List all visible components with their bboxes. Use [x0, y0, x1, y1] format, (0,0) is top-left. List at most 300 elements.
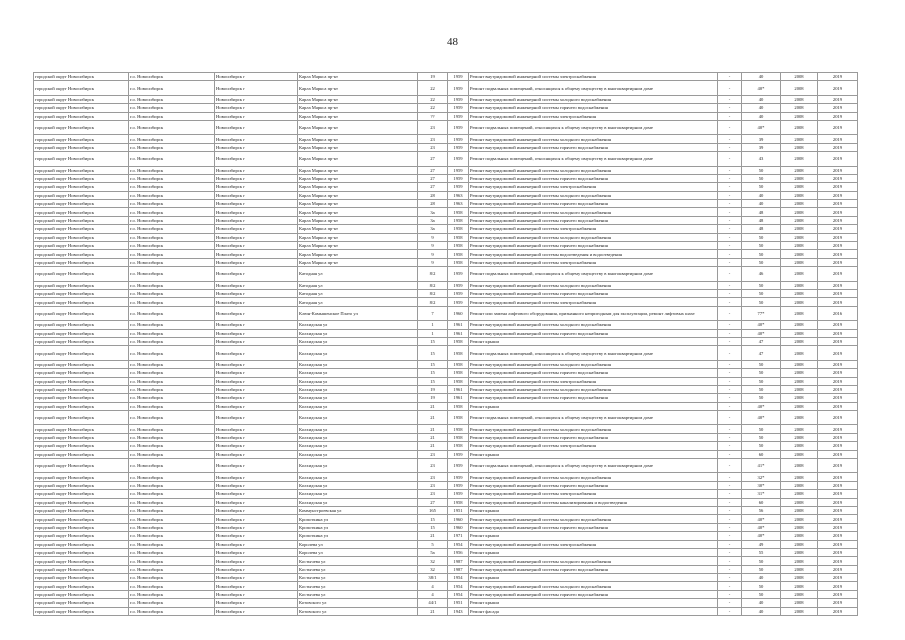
value-cell: 43	[742, 152, 781, 166]
dash-cell: -	[718, 459, 742, 473]
district-cell: городской округ Новосибирск	[34, 473, 129, 481]
district-cell: городской округ Новосибирск	[34, 135, 129, 143]
district-cell: городской округ Новосибирск	[34, 329, 129, 337]
dash-cell: -	[718, 267, 742, 281]
start-year-cell: 2008	[781, 143, 818, 151]
settlement-cell: Новосибирск г	[215, 515, 298, 523]
value-cell: 50	[742, 183, 781, 191]
end-year-cell: 2019	[818, 208, 858, 216]
start-year-cell: 2008	[781, 298, 818, 306]
dash-cell: -	[718, 321, 742, 329]
district-cell: городской округ Новосибирск	[34, 216, 129, 224]
house-number-cell: 8/2	[418, 298, 448, 306]
end-year-cell: 2019	[818, 81, 858, 95]
table-row	[34, 582, 858, 590]
city-cell: г.о. Новосибирск	[129, 473, 215, 481]
city-cell: г.о. Новосибирск	[129, 95, 215, 103]
start-year-cell: 2008	[781, 250, 818, 258]
house-number-cell: 4	[418, 582, 448, 590]
end-year-cell: 2019	[818, 360, 858, 368]
value-cell: 40*	[742, 329, 781, 337]
end-year-cell: 2019	[818, 506, 858, 514]
city-cell: г.о. Новосибирск	[129, 321, 215, 329]
value-cell: 50	[742, 442, 781, 450]
house-number-cell: ??	[418, 112, 448, 120]
street-cell: Карла Маркса пр-кт	[298, 216, 418, 224]
work-type-cell: Ремонт внутридомовой инженерной системы холодного водоснабжения	[469, 360, 718, 368]
district-cell: городской округ Новосибирск	[34, 506, 129, 514]
dash-cell: -	[718, 369, 742, 377]
settlement-cell: Новосибирск г	[215, 81, 298, 95]
dash-cell: -	[718, 73, 742, 81]
settlement-cell: Новосибирск г	[215, 425, 298, 433]
build-year-cell: 1959	[448, 120, 469, 134]
dash-cell: -	[718, 112, 742, 120]
work-type-cell: Ремонт внутридомовой инженерной системы холодного водоснабжения	[469, 281, 718, 289]
dash-cell: -	[718, 250, 742, 258]
city-cell: г.о. Новосибирск	[129, 450, 215, 458]
street-cell: Королева ул	[298, 548, 418, 556]
table-row	[34, 135, 858, 143]
value-cell: 50	[742, 582, 781, 590]
end-year-cell: 2019	[818, 481, 858, 489]
end-year-cell: 2019	[818, 548, 858, 556]
end-year-cell: 2019	[818, 385, 858, 393]
overhaul-table-container	[33, 72, 857, 616]
house-number-cell: 9	[418, 258, 448, 266]
value-cell: 40	[742, 95, 781, 103]
table-body	[34, 73, 858, 616]
table-row	[34, 574, 858, 582]
work-type-cell: Ремонт внутридомовой инженерной системы электроснабжения	[469, 490, 718, 498]
street-cell: Катодная ул	[298, 298, 418, 306]
city-cell: г.о. Новосибирск	[129, 233, 215, 241]
work-type-cell: Ремонт внутридомовой инженерной системы горячего водоснабжения	[469, 289, 718, 297]
dash-cell: -	[718, 402, 742, 410]
start-year-cell: 2008	[781, 459, 818, 473]
work-type-cell: Ремонт подвальных помещений, относящихся к общему имуществу в многоквартирном доме	[469, 346, 718, 360]
end-year-cell: 2019	[818, 565, 858, 573]
dash-cell: -	[718, 411, 742, 425]
dash-cell: -	[718, 306, 742, 320]
value-cell: 40*	[742, 532, 781, 540]
dash-cell: -	[718, 473, 742, 481]
start-year-cell: 2008	[781, 394, 818, 402]
city-cell: г.о. Новосибирск	[129, 81, 215, 95]
street-cell: Котовского ул	[298, 599, 418, 607]
end-year-cell: 2019	[818, 394, 858, 402]
start-year-cell: 2008	[781, 582, 818, 590]
table-row	[34, 490, 858, 498]
dash-cell: -	[718, 174, 742, 182]
dash-cell: -	[718, 242, 742, 250]
settlement-cell: Новосибирск г	[215, 216, 298, 224]
work-type-cell: Ремонт крыши	[469, 506, 718, 514]
street-cell: Колхидская ул	[298, 346, 418, 360]
start-year-cell: 2008	[781, 81, 818, 95]
end-year-cell: 2019	[818, 143, 858, 151]
dash-cell: -	[718, 442, 742, 450]
city-cell: г.о. Новосибирск	[129, 242, 215, 250]
settlement-cell: Новосибирск г	[215, 183, 298, 191]
settlement-cell: Новосибирск г	[215, 200, 298, 208]
work-type-cell: Ремонт фасада	[469, 607, 718, 615]
build-year-cell: 1958	[448, 208, 469, 216]
value-cell: 50	[742, 433, 781, 441]
settlement-cell: Новосибирск г	[215, 298, 298, 306]
settlement-cell: Новосибирск г	[215, 490, 298, 498]
settlement-cell: Новосибирск г	[215, 450, 298, 458]
build-year-cell: 1958	[448, 360, 469, 368]
settlement-cell: Новосибирск г	[215, 599, 298, 607]
dash-cell: -	[718, 607, 742, 615]
start-year-cell: 2008	[781, 377, 818, 385]
value-cell: 40*	[742, 81, 781, 95]
work-type-cell: Ремонт внутридомовой инженерной системы холодного водоснабжения	[469, 321, 718, 329]
street-cell: Кропоткина ул	[298, 515, 418, 523]
table-row	[34, 557, 858, 565]
work-type-cell: Ремонт внутридомовой инженерной системы холодного водоснабжения	[469, 191, 718, 199]
value-cell: 39	[742, 135, 781, 143]
dash-cell: -	[718, 490, 742, 498]
build-year-cell: 1959	[448, 281, 469, 289]
city-cell: г.о. Новосибирск	[129, 225, 215, 233]
build-year-cell: 1958	[448, 377, 469, 385]
settlement-cell: Новосибирск г	[215, 548, 298, 556]
settlement-cell: Новосибирск г	[215, 540, 298, 548]
table-row	[34, 506, 858, 514]
start-year-cell: 2008	[781, 135, 818, 143]
house-number-cell: 27	[418, 183, 448, 191]
city-cell: г.о. Новосибирск	[129, 360, 215, 368]
district-cell: городской округ Новосибирск	[34, 599, 129, 607]
table-row	[34, 473, 858, 481]
start-year-cell: 2008	[781, 385, 818, 393]
street-cell: Карла Маркса пр-кт	[298, 208, 418, 216]
start-year-cell: 2008	[781, 548, 818, 556]
table-row	[34, 377, 858, 385]
value-cell: 50	[742, 590, 781, 598]
district-cell: городской округ Новосибирск	[34, 242, 129, 250]
start-year-cell: 2008	[781, 599, 818, 607]
district-cell: городской округ Новосибирск	[34, 394, 129, 402]
district-cell: городской округ Новосибирск	[34, 258, 129, 266]
house-number-cell: 23	[418, 135, 448, 143]
house-number-cell: 21	[418, 425, 448, 433]
build-year-cell: 1958	[448, 242, 469, 250]
dash-cell: -	[718, 425, 742, 433]
dash-cell: -	[718, 191, 742, 199]
start-year-cell: 2008	[781, 506, 818, 514]
settlement-cell: Новосибирск г	[215, 532, 298, 540]
value-cell: 50	[742, 242, 781, 250]
house-number-cell: 7	[418, 306, 448, 320]
street-cell: Карла Маркса пр-кт	[298, 250, 418, 258]
table-row	[34, 599, 858, 607]
street-cell: Колхидская ул	[298, 321, 418, 329]
dash-cell: -	[718, 337, 742, 345]
table-row	[34, 532, 858, 540]
settlement-cell: Новосибирск г	[215, 281, 298, 289]
city-cell: г.о. Новосибирск	[129, 135, 215, 143]
city-cell: г.о. Новосибирск	[129, 557, 215, 565]
start-year-cell: 2008	[781, 450, 818, 458]
end-year-cell: 2019	[818, 498, 858, 506]
work-type-cell: Ремонт внутридомовой инженерной системы горячего водоснабжения	[469, 174, 718, 182]
start-year-cell: 2008	[781, 191, 818, 199]
work-type-cell: Ремонт внутридомовой инженерной системы горячего водоснабжения	[469, 216, 718, 224]
settlement-cell: Новосибирск г	[215, 321, 298, 329]
end-year-cell: 2019	[818, 402, 858, 410]
start-year-cell: 2008	[781, 225, 818, 233]
work-type-cell: Ремонт подвальных помещений, относящихся к общему имуществу в многоквартирном доме	[469, 411, 718, 425]
city-cell: г.о. Новосибирск	[129, 258, 215, 266]
table-row	[34, 385, 858, 393]
dash-cell: -	[718, 450, 742, 458]
build-year-cell: 1954	[448, 590, 469, 598]
settlement-cell: Новосибирск г	[215, 473, 298, 481]
table-row	[34, 346, 858, 360]
settlement-cell: Новосибирск г	[215, 191, 298, 199]
city-cell: г.о. Новосибирск	[129, 306, 215, 320]
city-cell: г.о. Новосибирск	[129, 152, 215, 166]
street-cell: Костычева ул	[298, 590, 418, 598]
table-row	[34, 112, 858, 120]
work-type-cell: Ремонт внутридомовой инженерной системы канализирования и водоотведения	[469, 498, 718, 506]
district-cell: городской округ Новосибирск	[34, 337, 129, 345]
table-row	[34, 250, 858, 258]
house-number-cell: 15	[418, 377, 448, 385]
start-year-cell: 2008	[781, 515, 818, 523]
house-number-cell: 9	[418, 250, 448, 258]
street-cell: Костычева ул	[298, 565, 418, 573]
build-year-cell: 1954	[448, 574, 469, 582]
value-cell: 50	[742, 174, 781, 182]
table-row	[34, 337, 858, 345]
work-type-cell: Ремонт внутридомовой инженерной системы холодного водоснабжения	[469, 135, 718, 143]
district-cell: городской округ Новосибирск	[34, 574, 129, 582]
settlement-cell: Новосибирск г	[215, 433, 298, 441]
table-row	[34, 607, 858, 615]
start-year-cell: 2008	[781, 411, 818, 425]
street-cell: Карла Маркса пр-кт	[298, 200, 418, 208]
table-row	[34, 369, 858, 377]
house-number-cell: 28	[418, 200, 448, 208]
district-cell: городской округ Новосибирск	[34, 267, 129, 281]
start-year-cell: 2008	[781, 481, 818, 489]
build-year-cell: 1959	[448, 174, 469, 182]
street-cell: Колхидская ул	[298, 473, 418, 481]
settlement-cell: Новосибирск г	[215, 394, 298, 402]
dash-cell: -	[718, 225, 742, 233]
start-year-cell: 2008	[781, 242, 818, 250]
street-cell: Колхидская ул	[298, 490, 418, 498]
district-cell: городской округ Новосибирск	[34, 442, 129, 450]
house-number-cell: 3а	[418, 208, 448, 216]
district-cell: городской округ Новосибирск	[34, 191, 129, 199]
street-cell: Колхидская ул	[298, 459, 418, 473]
table-row	[34, 152, 858, 166]
district-cell: городской округ Новосибирск	[34, 166, 129, 174]
build-year-cell: 1960	[448, 515, 469, 523]
street-cell: Колхидская ул	[298, 442, 418, 450]
house-number-cell: 15	[418, 346, 448, 360]
settlement-cell: Новосибирск г	[215, 346, 298, 360]
settlement-cell: Новосибирск г	[215, 306, 298, 320]
build-year-cell: 1943	[448, 607, 469, 615]
build-year-cell: 1959	[448, 459, 469, 473]
street-cell: Кропоткина ул	[298, 523, 418, 531]
value-cell: 40	[742, 599, 781, 607]
end-year-cell: 2019	[818, 216, 858, 224]
build-year-cell: 1958	[448, 346, 469, 360]
table-row	[34, 166, 858, 174]
work-type-cell: Ремонт подвальных помещений, относящихся к общему имуществу в многоквартирном доме	[469, 120, 718, 134]
house-number-cell: 22	[418, 95, 448, 103]
work-type-cell: Ремонт крыши	[469, 402, 718, 410]
start-year-cell: 2008	[781, 442, 818, 450]
overhaul-table	[33, 72, 858, 616]
value-cell: 55	[742, 548, 781, 556]
build-year-cell: 1951	[448, 506, 469, 514]
dash-cell: -	[718, 532, 742, 540]
city-cell: г.о. Новосибирск	[129, 281, 215, 289]
work-type-cell: Ремонт подвальных помещений, относящихся к общему имуществу в многоквартирном доме	[469, 81, 718, 95]
district-cell: городской округ Новосибирск	[34, 582, 129, 590]
end-year-cell: 2019	[818, 450, 858, 458]
table-row	[34, 433, 858, 441]
work-type-cell: Ремонт крыши	[469, 548, 718, 556]
work-type-cell: Ремонт внутридомовой инженерной системы холодного водоснабжения	[469, 425, 718, 433]
value-cell: 40	[742, 200, 781, 208]
dash-cell: -	[718, 152, 742, 166]
city-cell: г.о. Новосибирск	[129, 523, 215, 531]
district-cell: городской округ Новосибирск	[34, 120, 129, 134]
district-cell: городской округ Новосибирск	[34, 498, 129, 506]
street-cell: Костычева ул	[298, 574, 418, 582]
city-cell: г.о. Новосибирск	[129, 166, 215, 174]
table-row	[34, 523, 858, 531]
work-type-cell: Ремонт внутридомовой инженерной системы горячего водоснабжения	[469, 369, 718, 377]
settlement-cell: Новосибирск г	[215, 565, 298, 573]
work-type-cell: Ремонт внутридомовой инженерной системы электроснабжения	[469, 540, 718, 548]
settlement-cell: Новосибирск г	[215, 258, 298, 266]
street-cell: Карла Маркса пр-кт	[298, 104, 418, 112]
table-row	[34, 95, 858, 103]
city-cell: г.о. Новосибирск	[129, 498, 215, 506]
work-type-cell: Ремонт внутридомовой инженерной системы холодного водоснабжения	[469, 515, 718, 523]
end-year-cell: 2019	[818, 433, 858, 441]
build-year-cell: 1959	[448, 183, 469, 191]
build-year-cell: 1958	[448, 216, 469, 224]
house-number-cell: 19	[418, 394, 448, 402]
street-cell: Колхидская ул	[298, 394, 418, 402]
value-cell: 50	[742, 385, 781, 393]
city-cell: г.о. Новосибирск	[129, 548, 215, 556]
dash-cell: -	[718, 574, 742, 582]
district-cell: городской округ Новосибирск	[34, 557, 129, 565]
house-number-cell: 1	[418, 321, 448, 329]
city-cell: г.о. Новосибирск	[129, 607, 215, 615]
build-year-cell: 1951	[448, 599, 469, 607]
street-cell: Карла Маркса пр-кт	[298, 143, 418, 151]
work-type-cell: Ремонт внутридомовой инженерной системы холодного водоснабжения	[469, 208, 718, 216]
table-row	[34, 200, 858, 208]
end-year-cell: 2019	[818, 183, 858, 191]
settlement-cell: Новосибирск г	[215, 337, 298, 345]
value-cell: 50	[742, 425, 781, 433]
value-cell: 41*	[742, 459, 781, 473]
work-type-cell: Ремонт внутридомовой инженерной системы горячего водоснабжения	[469, 523, 718, 531]
street-cell: Карла Маркса пр-кт	[298, 135, 418, 143]
house-number-cell: 44/1	[418, 599, 448, 607]
house-number-cell: 8/2	[418, 289, 448, 297]
table-row	[34, 191, 858, 199]
start-year-cell: 2008	[781, 498, 818, 506]
house-number-cell: 3а	[418, 216, 448, 224]
end-year-cell: 2019	[818, 250, 858, 258]
street-cell: Колхидская ул	[298, 433, 418, 441]
build-year-cell: 1959	[448, 104, 469, 112]
street-cell: Карла Маркса пр-кт	[298, 73, 418, 81]
table-row	[34, 498, 858, 506]
value-cell: 39	[742, 143, 781, 151]
value-cell: 49	[742, 540, 781, 548]
value-cell: 50	[742, 360, 781, 368]
end-year-cell: 2019	[818, 473, 858, 481]
dash-cell: -	[718, 590, 742, 598]
start-year-cell: 2008	[781, 267, 818, 281]
settlement-cell: Новосибирск г	[215, 402, 298, 410]
city-cell: г.о. Новосибирск	[129, 216, 215, 224]
work-type-cell: Ремонт внутридомовой инженерной системы холодного водоснабжения	[469, 385, 718, 393]
end-year-cell: 2019	[818, 152, 858, 166]
end-year-cell: 2019	[818, 73, 858, 81]
table-row	[34, 289, 858, 297]
start-year-cell: 2008	[781, 473, 818, 481]
start-year-cell: 2008	[781, 233, 818, 241]
build-year-cell: 1959	[448, 95, 469, 103]
dash-cell: -	[718, 281, 742, 289]
table-row	[34, 216, 858, 224]
city-cell: г.о. Новосибирск	[129, 385, 215, 393]
table-row	[34, 515, 858, 523]
street-cell: Котовского ул	[298, 607, 418, 615]
district-cell: городской округ Новосибирск	[34, 459, 129, 473]
city-cell: г.о. Новосибирск	[129, 289, 215, 297]
street-cell: Колхидская ул	[298, 385, 418, 393]
settlement-cell: Новосибирск г	[215, 242, 298, 250]
start-year-cell: 2008	[781, 540, 818, 548]
end-year-cell: 2019	[818, 425, 858, 433]
district-cell: городской округ Новосибирск	[34, 377, 129, 385]
district-cell: городской округ Новосибирск	[34, 425, 129, 433]
build-year-cell: 1959	[448, 73, 469, 81]
district-cell: городской округ Новосибирск	[34, 607, 129, 615]
street-cell: Карла Маркса пр-кт	[298, 233, 418, 241]
value-cell: 40*	[742, 515, 781, 523]
end-year-cell: 2019	[818, 607, 858, 615]
house-number-cell: 21	[418, 402, 448, 410]
house-number-cell: 9	[418, 242, 448, 250]
city-cell: г.о. Новосибирск	[129, 442, 215, 450]
dash-cell: -	[718, 120, 742, 134]
end-year-cell: 2019	[818, 120, 858, 134]
settlement-cell: Новосибирск г	[215, 557, 298, 565]
dash-cell: -	[718, 394, 742, 402]
value-cell: 46	[742, 267, 781, 281]
settlement-cell: Новосибирск г	[215, 523, 298, 531]
